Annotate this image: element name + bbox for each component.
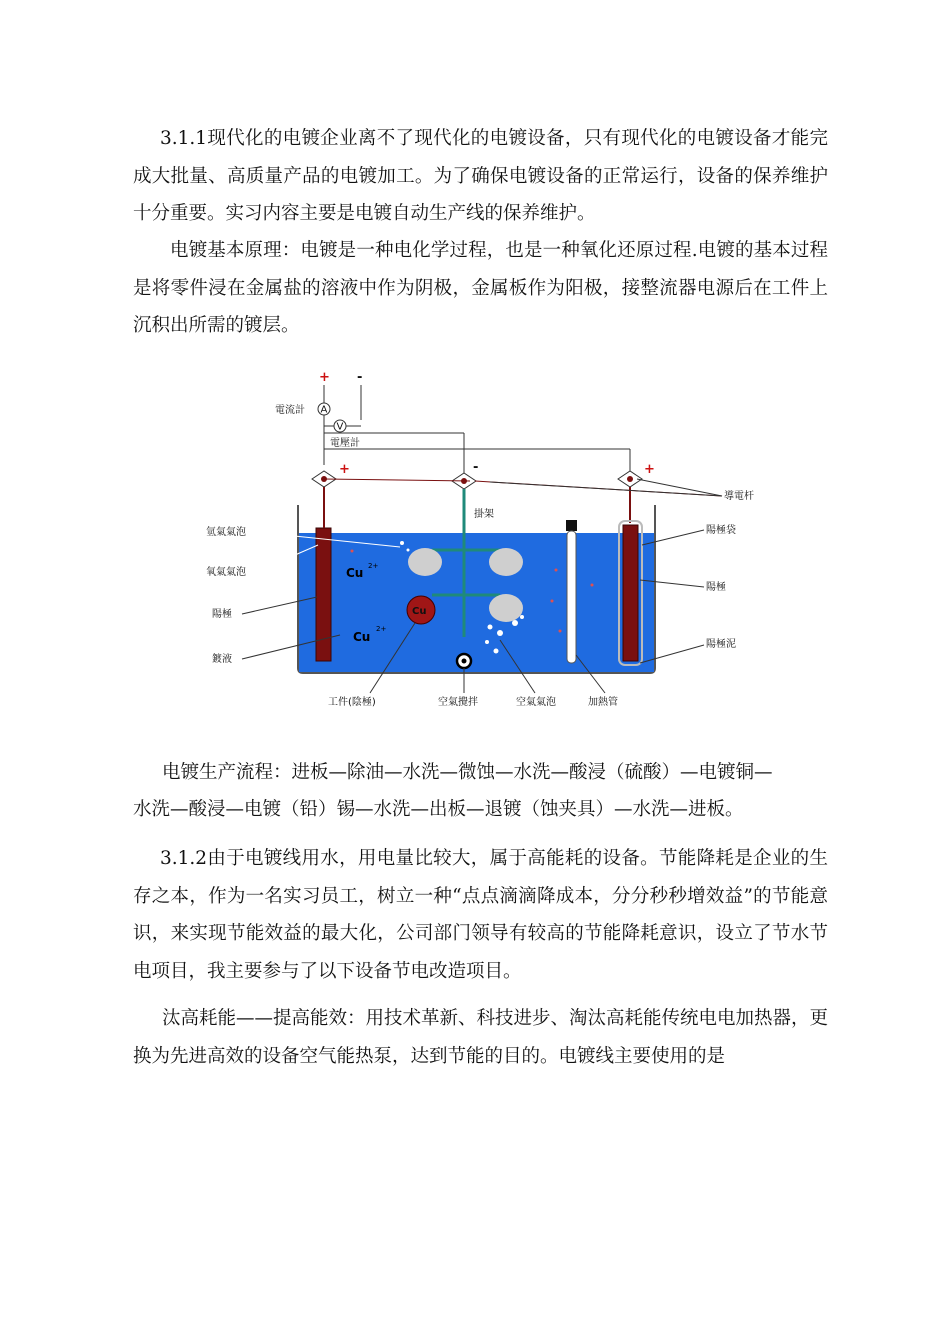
- anode-bag-label: 陽極袋: [706, 525, 736, 536]
- bath-label: 鍍液: [212, 654, 232, 665]
- production-flow-line-1: 电镀生产流程：进板—除油—水洗—微蚀—水洗—酸浸（硫酸）—电镀铜—: [162, 762, 773, 783]
- workpiece-3: [489, 594, 523, 622]
- anode-plus-left: +: [339, 462, 350, 477]
- air-agitation-label: 空氣攪拌: [438, 697, 478, 708]
- anode-plus-right: +: [644, 462, 655, 477]
- rack-label: 掛架: [474, 509, 494, 520]
- paragraph-electroplating-principle: 电镀基本原理：电镀是一种电化学过程，也是一种氧化还原过程.电镀的基本过程是将零件浸在金属盐的溶液中作为阴极，金属板作为阳极，接整流器电源后在工件上沉积出所需的镀层。: [133, 240, 828, 336]
- anode-label-left: 陽極: [212, 609, 232, 620]
- heater-cap: [566, 520, 577, 531]
- rack-minus: -: [473, 460, 479, 475]
- paragraph-energy-saving: 汰高耗能——提高能效：用技术革新、科技进步、淘汰高耗能传统电电加热器，更换为先进高效的设备空气能热泵，达到节能的目的。电镀线主要使用的是: [133, 1008, 829, 1067]
- anode-label-right: 陽極: [706, 582, 726, 593]
- heater-tube: [567, 531, 576, 663]
- cu-label: Cu: [412, 606, 427, 617]
- ammeter-label: 電流計: [275, 405, 305, 416]
- ammeter-symbol: A: [320, 404, 328, 416]
- ion-label-1: Cu: [346, 566, 364, 580]
- paragraph-3-1-1: 3.1.1现代化的电镀企业离不了现代化的电镀设备，只有现代化的电镀设备才能完成大批量、高质量产品的电镀加工。为了确保电镀设备的正常运行，设备的保养维护十分重要。实习内容主要是电镀自动生产线的保养维护。: [133, 128, 828, 224]
- workpiece-1: [408, 548, 442, 576]
- ion-charge-1: 2+: [368, 562, 379, 570]
- voltmeter-symbol: V: [336, 421, 344, 433]
- workpiece-2: [489, 548, 523, 576]
- workpiece-label: 工件(陰極): [328, 697, 376, 708]
- conductive-rod-label: 導電杆: [724, 491, 754, 502]
- hydrogen-bubbles-label: 氫氣氣泡: [206, 527, 246, 538]
- air-bubbles-label: 空氣氣泡: [516, 697, 556, 708]
- production-flow-line-2: 水洗—酸浸—电镀（铅）锡—水洗—出板—退镀（蚀夹具）—水洗—进板。: [133, 799, 744, 820]
- anode-left: [316, 528, 331, 661]
- plating-solution: [299, 533, 654, 672]
- electroplating-diagram: [200, 365, 760, 725]
- anode-sludge-label: 陽極泥: [706, 639, 736, 650]
- voltmeter-label: 電壓計: [330, 438, 360, 449]
- heater-label: 加熱管: [588, 697, 618, 708]
- minus-sign: -: [357, 370, 363, 385]
- ion-label-2: Cu: [353, 630, 371, 644]
- ion-charge-2: 2+: [376, 625, 387, 633]
- oxygen-bubbles-label: 氧氣氣泡: [206, 567, 246, 578]
- plus-sign: +: [319, 370, 330, 385]
- paragraph-3-1-2: 3.1.2由于电镀线用水，用电量比较大，属于高能耗的设备。节能降耗是企业的生存之本，作为一名实习员工，树立一种“点点滴滴降成本，分分秒秒增效益”的节能意识，来实现节能效益的最大化，公司部门领导有较高的节能降耗意识，设立了节水节电项目，我主要参与了以下设备节电改造项目。: [133, 848, 828, 982]
- anode-right: [623, 525, 638, 661]
